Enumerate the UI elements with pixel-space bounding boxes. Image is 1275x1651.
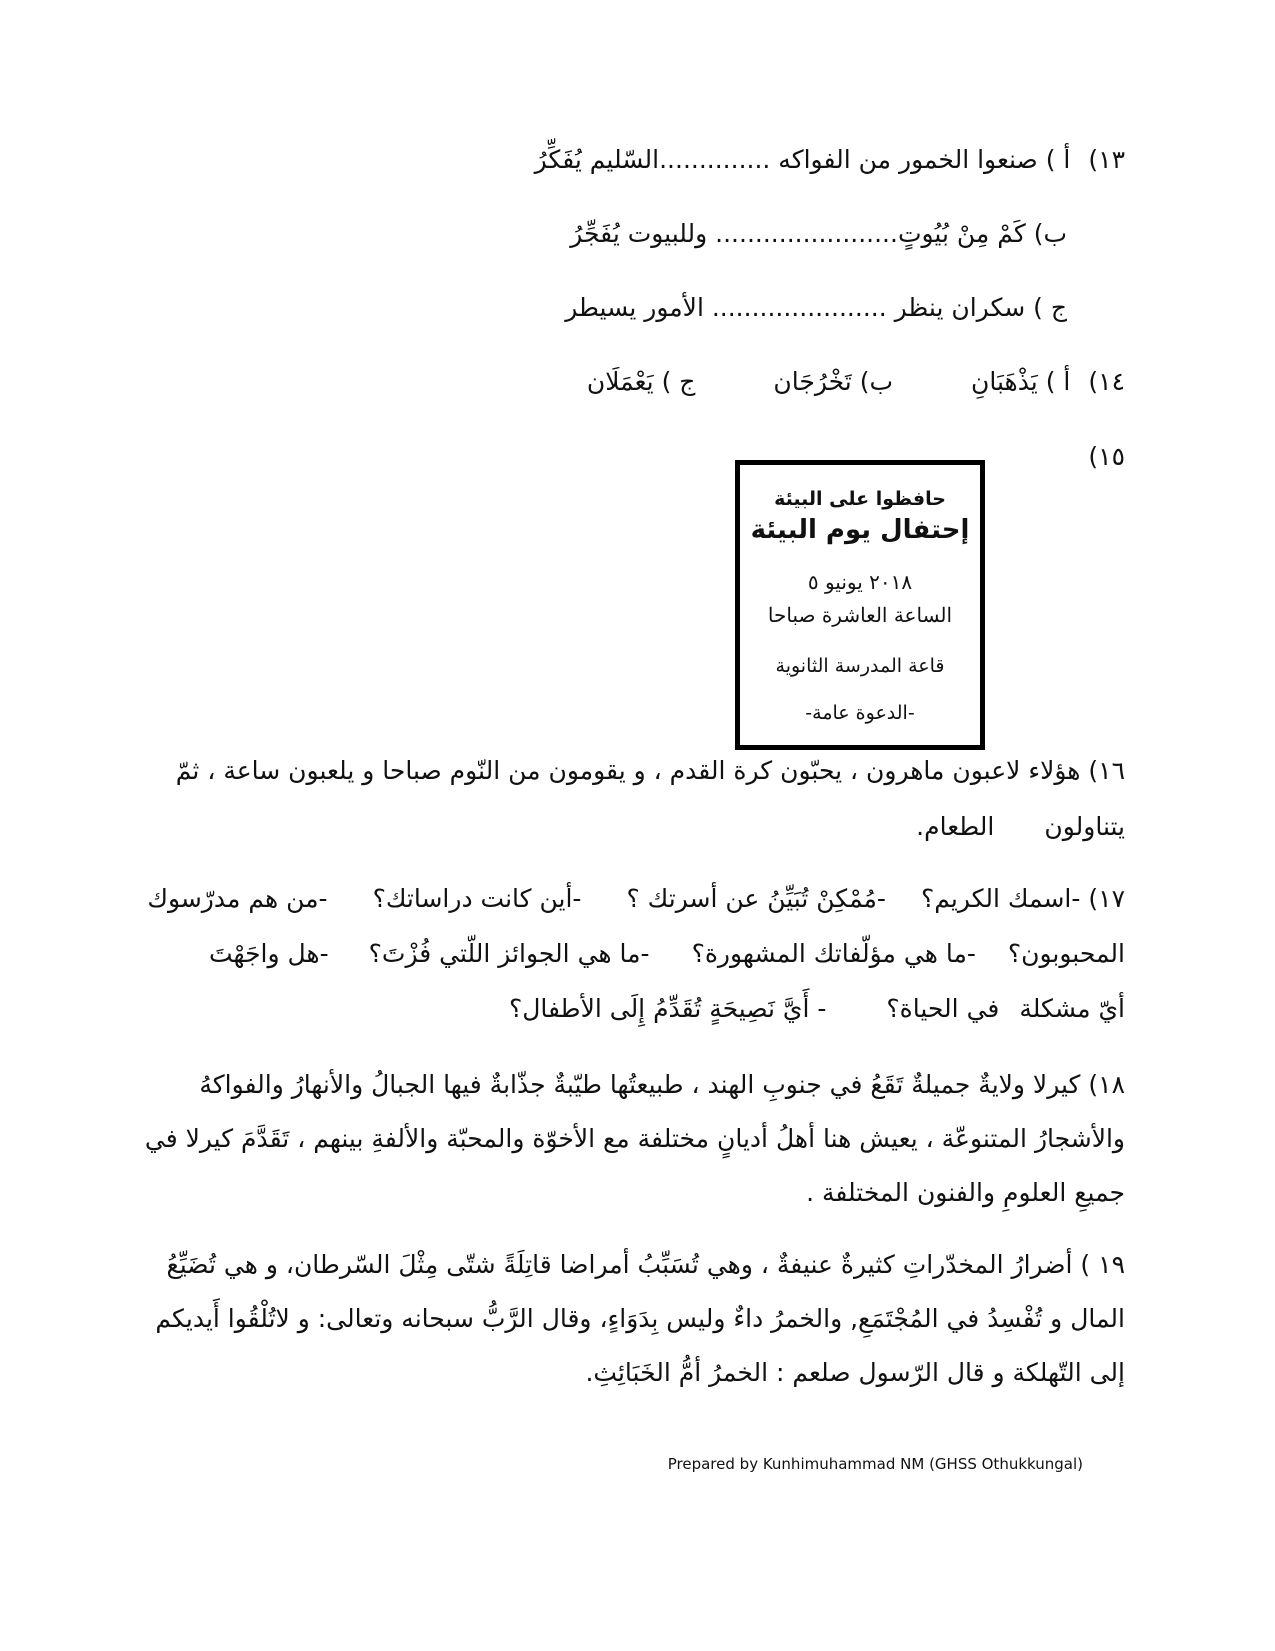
q17-question-2: -مُمْكِنْ تُبَيِّنُ عن أسرتك ؟ [626, 884, 886, 913]
poster-time: الساعة العاشرة صباحا [767, 603, 953, 627]
q17-question-5: -ما هي مؤلّفاتك المشهورة؟ [691, 939, 976, 968]
q17-question-6: -ما هي الجوائز اللّتي فُزْتَ؟ [368, 939, 650, 968]
q14-option-a: أ ) يَذْهَبَانِ [970, 367, 1071, 396]
q16-word-1: يتناولون [1044, 812, 1125, 841]
footer-credit: Prepared by Kunhimuhammad NM (GHSS Othukkungal) [667, 1455, 1083, 1473]
q14-line [587, 365, 1125, 399]
q17-question-4b: المحبوبون؟ [1007, 939, 1125, 968]
q13-line-a [535, 143, 1125, 177]
q19-line-2: المال و تُفْسِدُ في المُجْتَمَعِ, والخمرُ داءٌ وليس بِدَوَاءٍ، وقال الرَّبُّ سبحانه وتعالى: و لاتُلْقُوا أَيديكم [155, 1304, 1125, 1333]
poster-slogan: حافظوا على البيئة [774, 488, 946, 510]
q17-question-3: -أين كانت دراساتك؟ [372, 884, 582, 913]
q19-line-3: إلى التّهلكة و قال الرّسول صلعم : الخمرُ أمُّ الخَبَائِثِ. [585, 1358, 1125, 1387]
q13-number: ١٣) [1088, 145, 1125, 174]
q17-line-1 [147, 882, 1125, 916]
q16-line-1: ١٦) هؤلاء لاعبون ماهرون ، يحبّون كرة القدم ، و يقومون من النّوم صباحا و يلعبون ساعة ، ثمّ [175, 756, 1125, 785]
q17-question-7a: -هل واجَهْتَ [209, 939, 329, 968]
q18-line-2: والأشجارُ المتنوعّة ، يعيش هنا أهلُ أديانٍ مختلفة مع الأخوّة والمحبّة والألفةِ بينهم ، تَقَدَّمَ كيرلا في [144, 1124, 1125, 1153]
poster-title: إحتفال يوم البيئة [750, 515, 970, 545]
q17-question-8: - أَيَّ نَصِيحَةٍ تُقَدِّمُ إِلَى الأطفال؟ [508, 994, 827, 1023]
q17-line-2 [209, 937, 1125, 971]
q13-c-text: ج ) سكران ينظر ...................... الأمور يسيطر [565, 293, 1067, 322]
q17-question-7b: أيّ مشكلة [1019, 994, 1125, 1023]
q18-line-1: ١٨) كيرلا ولايةٌ جميلةٌ تَقَعُ في جنوبِ الهند ، طبيعتُها طيّبةٌ جذّابةٌ فيها الجبالُ والأنهارُ والفواكهُ [199, 1070, 1125, 1099]
poster-venue: قاعة المدرسة الثانوية [775, 655, 945, 677]
poster-date: ٢٠١٨ يونيو ٥ [807, 570, 913, 594]
q14-number: ١٤) [1088, 367, 1125, 396]
poster-invitation: -الدعوة عامة- [805, 702, 915, 724]
q16-line-2 [916, 810, 1125, 844]
q17-question-7c: في الحياة؟ [886, 994, 1000, 1023]
q15-number: ١٥) [1088, 442, 1125, 471]
q14-option-c: ج ) يَعْمَلَان [586, 367, 696, 396]
q17-line-3 [509, 992, 1125, 1026]
q13-a-text: أ ) صنعوا الخمور من الفواكه ..............السّليم يُفَكِّرُ [534, 145, 1071, 174]
q13-b-text: ب) كَمْ مِنْ بُيُوتٍ....................... وللبيوت يُفَجِّرُ [570, 219, 1067, 248]
q17-question-4a: -من هم مدرّسوك [147, 884, 328, 913]
q17-question-1: -اسمك الكريم؟ [920, 884, 1081, 913]
q17-number: ١٧) [1088, 884, 1125, 913]
q19-line-1: ١٩ ) أضرارُ المخدّراتِ كثيرةٌ عنيفةٌ ، وهي تُسَبِّبُ أمراضا قاتِلَةً شتّى مِثْلَ السّرطان، و هي تُضَيِّعُ [166, 1250, 1125, 1279]
event-poster [735, 460, 985, 750]
q16-word-2: الطعام. [916, 812, 995, 841]
q18-line-3: جميعِ العلومِ والفنون المختلفة . [806, 1178, 1125, 1207]
q14-option-b: ب) تَخْرُجَان [773, 367, 893, 396]
